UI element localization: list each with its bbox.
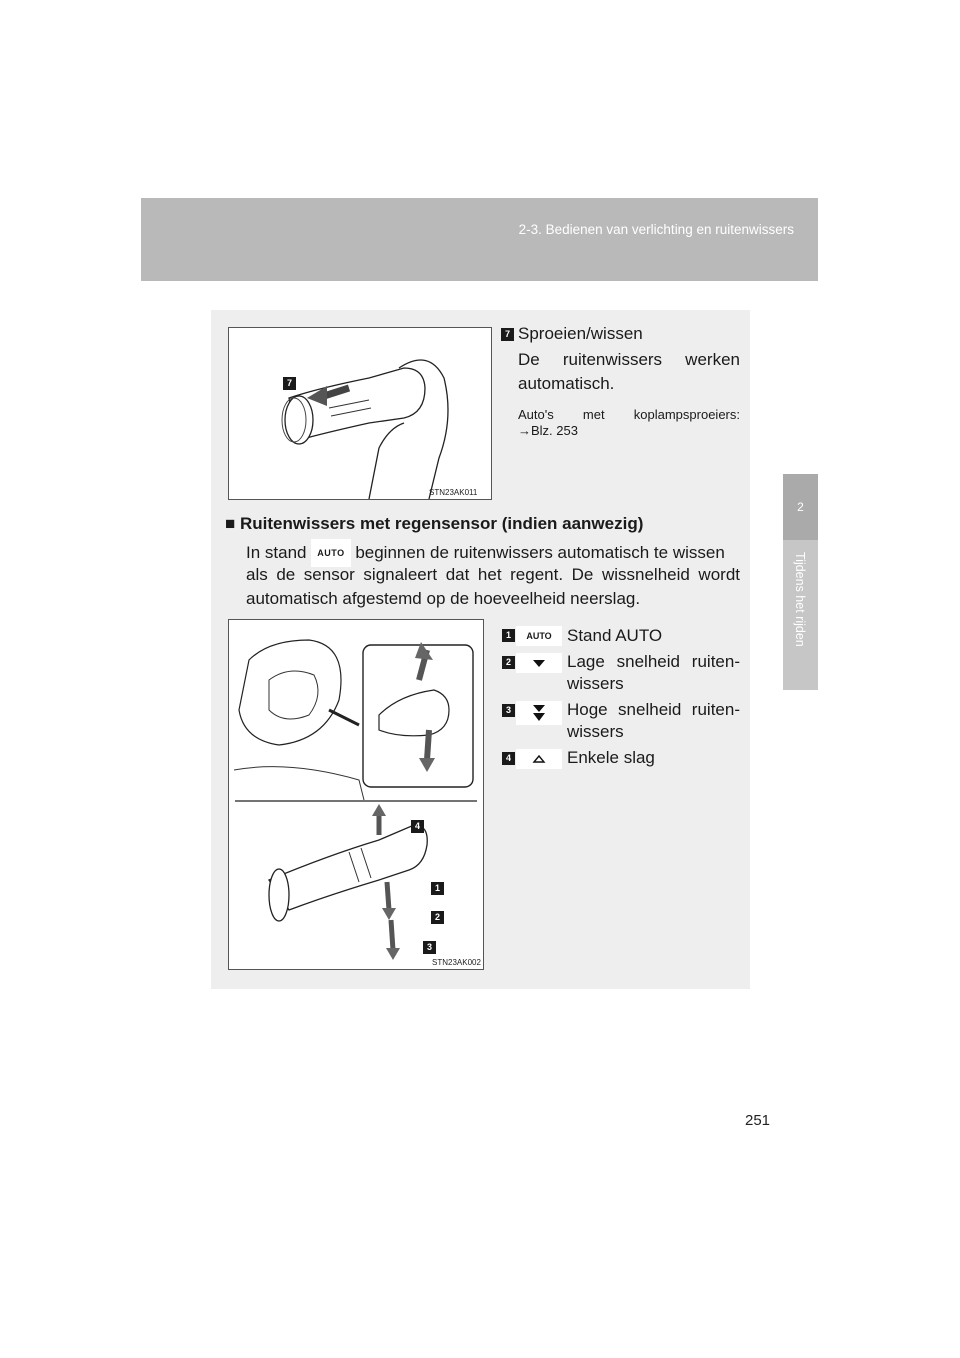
- callout-7: 7: [283, 377, 296, 390]
- chapter-tab-label: [783, 540, 818, 690]
- legend-badge-1: 1: [502, 629, 515, 642]
- auto-mode-icon: AUTO: [311, 539, 350, 567]
- low-speed-icon: [516, 653, 562, 673]
- auto-icon: [516, 626, 562, 646]
- item7-line2: automatisch.: [518, 374, 615, 393]
- callout-1: 1: [431, 882, 444, 895]
- legend-2-line2: wissers: [567, 674, 624, 693]
- legend-2-line1: Lage snelheid ruiten-: [567, 652, 740, 671]
- rain-sensor-paragraph-line3: automatisch afgestemd op de hoeveelheid neerslag.: [246, 589, 641, 608]
- legend-badge-3: 3: [502, 704, 515, 717]
- callout-3: 3: [423, 941, 436, 954]
- section-title: 2-3. Bedienen van verlichting en ruitenwissers: [518, 222, 794, 237]
- header-bar: [141, 198, 818, 281]
- rain-sensor-heading: ■ Ruitenwissers met regensensor (indien aanwezig): [225, 514, 644, 533]
- wiper-positions-illustration: [228, 619, 484, 970]
- content-panel: [211, 310, 750, 989]
- callout-4: 4: [411, 820, 424, 833]
- chapter-tab-text: Tijdens het rijden: [793, 552, 807, 647]
- legend-badge-2: 2: [502, 656, 515, 669]
- auto-icon-text: AUTO: [526, 631, 552, 641]
- single-stroke-icon: [516, 749, 562, 769]
- p1-end: beginnen de ruitenwissers automatisch te wissen: [355, 543, 725, 562]
- dashboard-stalk-illustration: [229, 620, 483, 969]
- callout-2: 2: [431, 911, 444, 924]
- image-code-2: STN23AK002: [432, 958, 481, 967]
- legend-badge-4: 4: [502, 752, 515, 765]
- legend-1-text: Stand AUTO: [567, 626, 663, 645]
- rain-sensor-paragraph-line2: als de sensor signaleert dat het regent. De wissnelheid wordt: [246, 565, 740, 584]
- item7-title: Sproeien/wissen: [518, 324, 643, 343]
- p1-start: In stand: [246, 543, 307, 562]
- item7-note2: →Blz. 253: [518, 423, 578, 438]
- legend-3-line1: Hoge snelheid ruiten-: [567, 700, 740, 719]
- stalk-pull-illustration: [229, 328, 491, 499]
- chapter-tab-number: 2: [783, 474, 818, 540]
- legend-4-text: Enkele slag: [567, 748, 655, 767]
- legend-3-line2: wissers: [567, 722, 624, 741]
- wiper-washer-illustration: [228, 327, 492, 500]
- high-speed-icon: [516, 701, 562, 725]
- item-badge-7: 7: [501, 328, 514, 341]
- page-number: 251: [745, 1112, 771, 1129]
- item7-note1: Auto's met koplampsproeiers:: [518, 407, 740, 422]
- image-code: STN23AK011: [429, 488, 478, 497]
- item7-line1: De ruitenwissers werken: [518, 350, 740, 369]
